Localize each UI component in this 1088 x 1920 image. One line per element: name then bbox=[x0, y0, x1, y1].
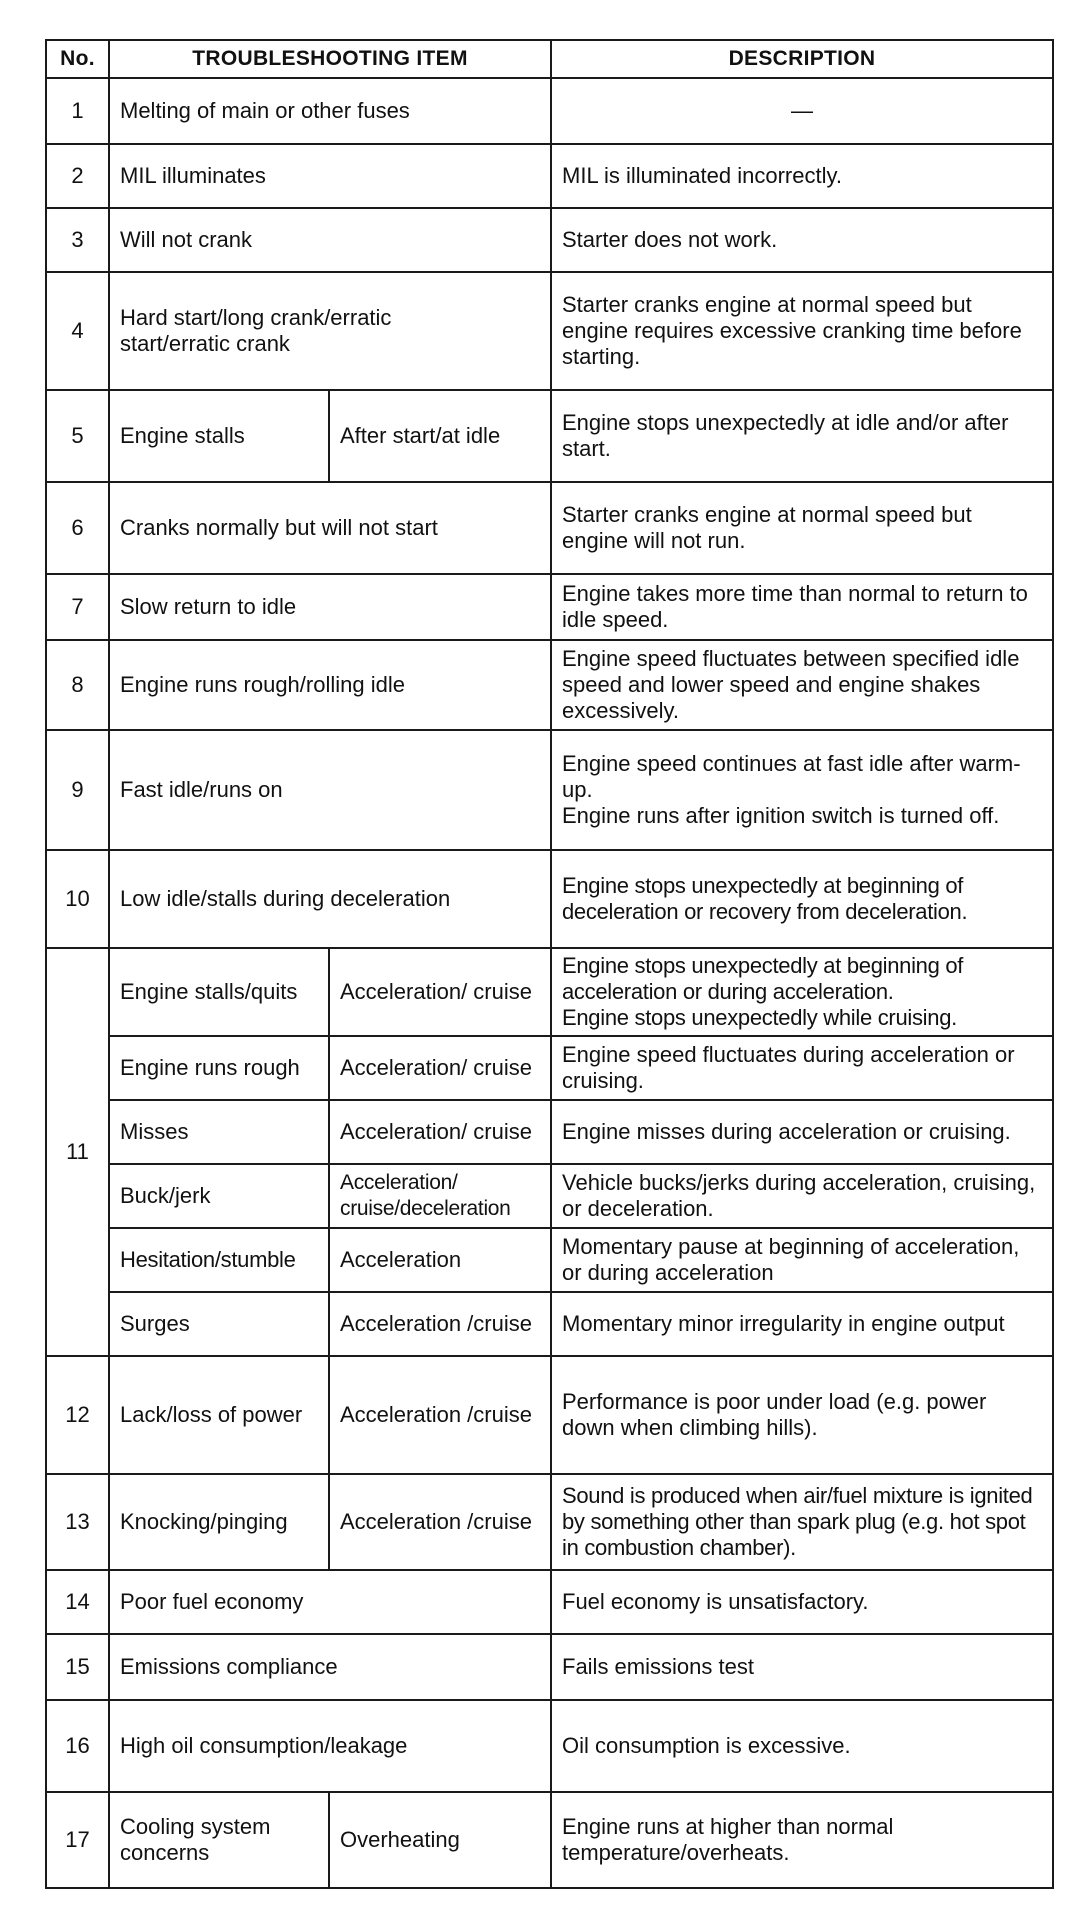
table-row bbox=[46, 1356, 1053, 1474]
troubleshooting-item: Hard start/long crank/erratic start/erratic crank bbox=[109, 272, 551, 390]
troubleshooting-item: Hesitation/stumble bbox=[109, 1228, 329, 1292]
troubleshooting-item: Will not crank bbox=[109, 208, 551, 272]
row-number: 13 bbox=[46, 1474, 109, 1570]
table-row bbox=[46, 272, 1053, 390]
troubleshooting-table bbox=[45, 39, 1054, 1889]
description: — bbox=[551, 78, 1053, 144]
troubleshooting-item: MIL illuminates bbox=[109, 144, 551, 208]
header-row bbox=[46, 40, 1053, 78]
condition: Acceleration/ cruise bbox=[329, 948, 551, 1036]
description: Momentary pause at beginning of acceleration, or during acceleration bbox=[551, 1228, 1053, 1292]
description: Engine runs at higher than normal temperature/overheats. bbox=[551, 1792, 1053, 1888]
table-row bbox=[46, 640, 1053, 730]
row-number: 15 bbox=[46, 1634, 109, 1700]
condition: Acceleration /cruise bbox=[329, 1292, 551, 1356]
table-row bbox=[46, 1792, 1053, 1888]
condition: Overheating bbox=[329, 1792, 551, 1888]
row-number: 6 bbox=[46, 482, 109, 574]
troubleshooting-item: Buck/jerk bbox=[109, 1164, 329, 1228]
table-row bbox=[46, 1700, 1053, 1792]
description: Fuel economy is unsatisfactory. bbox=[551, 1570, 1053, 1634]
troubleshooting-item: Engine stalls/quits bbox=[109, 948, 329, 1036]
troubleshooting-item: Engine runs rough/rolling idle bbox=[109, 640, 551, 730]
condition: Acceleration /cruise bbox=[329, 1474, 551, 1570]
troubleshooting-item: Slow return to idle bbox=[109, 574, 551, 640]
header-description: DESCRIPTION bbox=[551, 40, 1053, 78]
row-number: 11 bbox=[46, 948, 109, 1356]
description: Momentary minor irregularity in engine output bbox=[551, 1292, 1053, 1356]
troubleshooting-item: High oil consumption/leakage bbox=[109, 1700, 551, 1792]
description: Sound is produced when air/fuel mixture is ignited by something other than spark plug (e.g. hot spot in combustion chamber). bbox=[551, 1474, 1053, 1570]
row-number: 9 bbox=[46, 730, 109, 850]
description: Engine speed fluctuates between specified idle speed and lower speed and engine shakes excessively. bbox=[551, 640, 1053, 730]
troubleshooting-item: Misses bbox=[109, 1100, 329, 1164]
table-row bbox=[46, 948, 1053, 1036]
row-number: 8 bbox=[46, 640, 109, 730]
table-row bbox=[46, 1474, 1053, 1570]
description-line: Engine stops unexpectedly at beginning of acceleration or during acceleration. bbox=[562, 953, 964, 1004]
row-number: 1 bbox=[46, 78, 109, 144]
row-number: 10 bbox=[46, 850, 109, 948]
table-row bbox=[46, 1228, 1053, 1292]
condition: After start/at idle bbox=[329, 390, 551, 482]
table-row bbox=[46, 574, 1053, 640]
troubleshooting-item: Emissions compliance bbox=[109, 1634, 551, 1700]
description: Oil consumption is excessive. bbox=[551, 1700, 1053, 1792]
description: MIL is illuminated incorrectly. bbox=[551, 144, 1053, 208]
description: Starter cranks engine at normal speed but engine will not run. bbox=[551, 482, 1053, 574]
condition: Acceleration/ cruise bbox=[329, 1036, 551, 1100]
description: Engine misses during acceleration or cruising. bbox=[551, 1100, 1053, 1164]
header-troubleshooting-item: TROUBLESHOOTING ITEM bbox=[109, 40, 551, 78]
row-number: 12 bbox=[46, 1356, 109, 1474]
description bbox=[551, 948, 1053, 1036]
description-line: Engine stops unexpectedly while cruising. bbox=[562, 1005, 957, 1030]
table-row bbox=[46, 144, 1053, 208]
troubleshooting-item: Poor fuel economy bbox=[109, 1570, 551, 1634]
description: Engine stops unexpectedly at beginning of deceleration or recovery from deceleration. bbox=[551, 850, 1053, 948]
table-row bbox=[46, 208, 1053, 272]
table-row bbox=[46, 1036, 1053, 1100]
troubleshooting-item: Cooling system concerns bbox=[109, 1792, 329, 1888]
table-row bbox=[46, 1292, 1053, 1356]
troubleshooting-item: Cranks normally but will not start bbox=[109, 482, 551, 574]
row-number: 4 bbox=[46, 272, 109, 390]
troubleshooting-item: Low idle/stalls during deceleration bbox=[109, 850, 551, 948]
table-row bbox=[46, 482, 1053, 574]
description: Fails emissions test bbox=[551, 1634, 1053, 1700]
table-row bbox=[46, 1570, 1053, 1634]
description-line: Engine speed continues at fast idle after warm-up. bbox=[562, 751, 1021, 802]
condition: Acceleration/ cruise bbox=[329, 1100, 551, 1164]
description: Engine stops unexpectedly at idle and/or after start. bbox=[551, 390, 1053, 482]
table-row bbox=[46, 390, 1053, 482]
condition: Acceleration /cruise bbox=[329, 1356, 551, 1474]
description: Starter does not work. bbox=[551, 208, 1053, 272]
description: Performance is poor under load (e.g. power down when climbing hills). bbox=[551, 1356, 1053, 1474]
row-number: 3 bbox=[46, 208, 109, 272]
row-number: 14 bbox=[46, 1570, 109, 1634]
description: Engine speed fluctuates during acceleration or cruising. bbox=[551, 1036, 1053, 1100]
header-no: No. bbox=[46, 40, 109, 78]
row-number: 17 bbox=[46, 1792, 109, 1888]
row-number: 16 bbox=[46, 1700, 109, 1792]
description: Starter cranks engine at normal speed but engine requires excessive cranking time before starting. bbox=[551, 272, 1053, 390]
table-row bbox=[46, 730, 1053, 850]
troubleshooting-item: Knocking/pinging bbox=[109, 1474, 329, 1570]
description bbox=[551, 730, 1053, 850]
table-row bbox=[46, 1634, 1053, 1700]
troubleshooting-item: Melting of main or other fuses bbox=[109, 78, 551, 144]
description: Vehicle bucks/jerks during acceleration, cruising, or deceleration. bbox=[551, 1164, 1053, 1228]
description: Engine takes more time than normal to return to idle speed. bbox=[551, 574, 1053, 640]
condition: Acceleration/ cruise/deceleration bbox=[329, 1164, 551, 1228]
table-row bbox=[46, 1100, 1053, 1164]
troubleshooting-item: Surges bbox=[109, 1292, 329, 1356]
table-row bbox=[46, 850, 1053, 948]
row-number: 2 bbox=[46, 144, 109, 208]
troubleshooting-item: Engine runs rough bbox=[109, 1036, 329, 1100]
row-number: 5 bbox=[46, 390, 109, 482]
table-row bbox=[46, 1164, 1053, 1228]
troubleshooting-item: Lack/loss of power bbox=[109, 1356, 329, 1474]
description-line: Engine runs after ignition switch is turned off. bbox=[562, 803, 1000, 828]
table-row bbox=[46, 78, 1053, 144]
row-number: 7 bbox=[46, 574, 109, 640]
condition: Acceleration bbox=[329, 1228, 551, 1292]
troubleshooting-item: Fast idle/runs on bbox=[109, 730, 551, 850]
troubleshooting-item: Engine stalls bbox=[109, 390, 329, 482]
